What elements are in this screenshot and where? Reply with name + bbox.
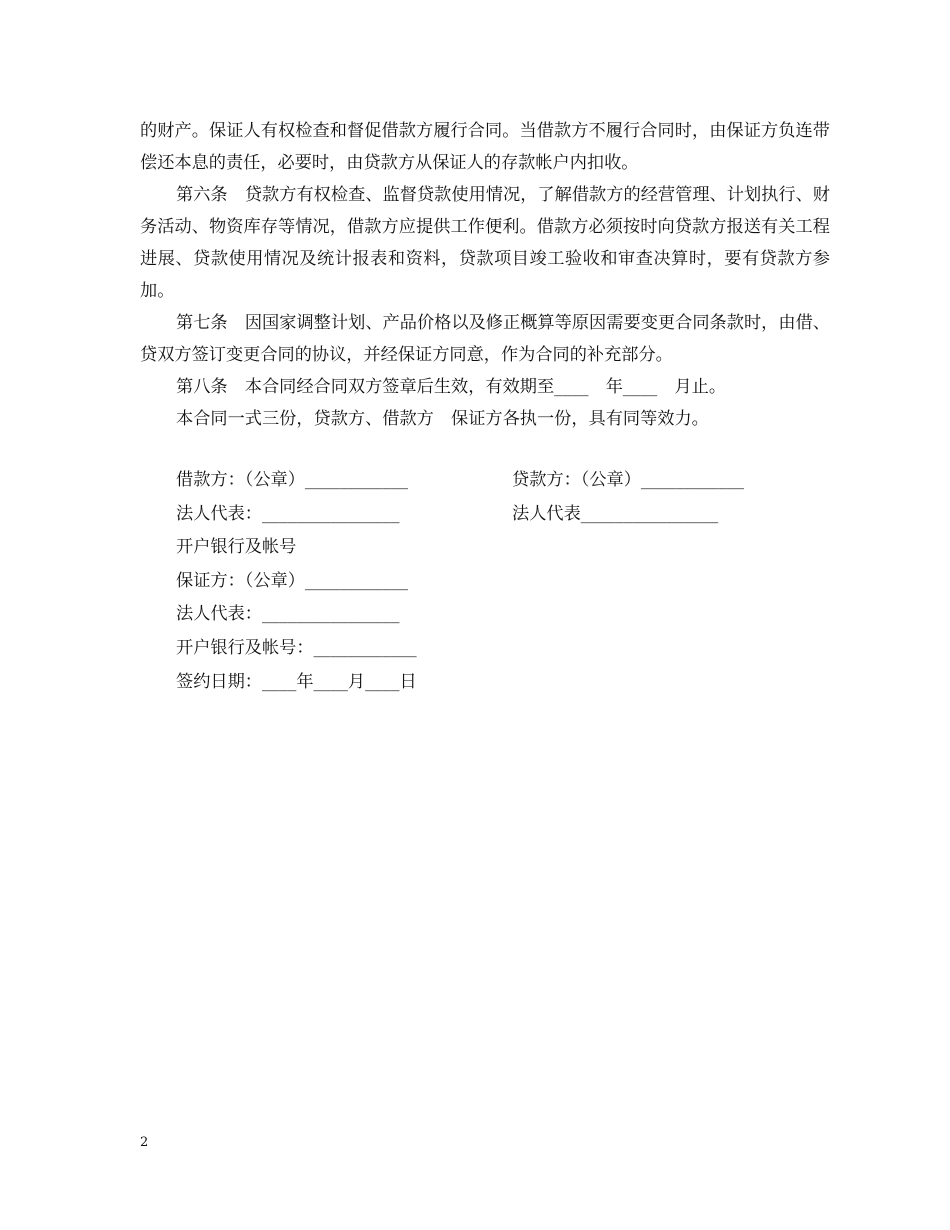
paragraph-article-6: 第六条 贷款方有权检查、监督贷款使用情况，了解借款方的经营管理、计划执行、财务活动、物资库存等情况，借款方应提供工作便利。借款方必须按时向贷款方报送有关工程进展、贷款使用情况及统计报表和资料，贷款项目竣工验收和审查决算时，要有贷款方参加。	[140, 185, 830, 301]
signature-row-guarantor-seal	[176, 565, 816, 599]
guarantor-bank-line: 开户银行及帐号：____________	[176, 637, 417, 658]
signature-row-date	[176, 666, 816, 700]
signature-row-guarantor-rep	[176, 598, 816, 632]
borrower-rep-line: 法人代表：________________	[176, 503, 400, 524]
paragraph-copies: 本合同一式三份，贷款方、借款方 保证方各执一份，具有同等效力。	[176, 409, 709, 429]
page-number: 2	[140, 1135, 149, 1150]
signature-row-guarantor-bank	[176, 632, 816, 666]
contract-body	[140, 115, 830, 435]
bank-account-line: 开户银行及帐号	[176, 537, 297, 558]
lender-rep-line: 法人代表________________	[512, 503, 719, 524]
signature-row-representatives	[176, 498, 816, 532]
lender-seal-line: 贷款方：（公章）____________	[512, 470, 745, 490]
paragraph-guarantee-continued: 的财产。保证人有权检查和督促借款方履行合同。当借款方不履行合同时，由保证方负连带偿还本息的责任，必要时，由贷款方从保证人的存款帐户内扣收。	[140, 121, 830, 173]
guarantor-seal-line: 保证方：（公章）____________	[176, 570, 409, 591]
sign-date-line: 签约日期：____年____月____日	[176, 671, 417, 692]
borrower-seal-line: 借款方：（公章）____________	[176, 470, 409, 490]
paragraph-article-7: 第七条 因国家调整计划、产品价格以及修正概算等原因需要变更合同条款时，由借、贷双方签订变更合同的协议，并经保证方同意，作为合同的补充部分。	[140, 313, 830, 365]
signature-block	[176, 464, 816, 699]
signature-row-seals	[176, 464, 816, 498]
signature-row-bank	[176, 531, 816, 565]
paragraph-article-8: 第八条 本合同经合同双方签章后生效，有效期至____ 年____ 月止。	[176, 377, 727, 397]
guarantor-rep-line: 法人代表：________________	[176, 604, 400, 625]
